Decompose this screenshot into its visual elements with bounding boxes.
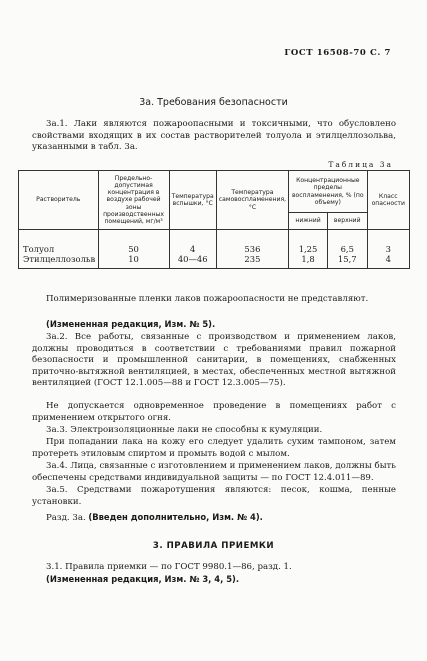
- section-reference: [32, 512, 396, 525]
- page-header: ГОСТ 16508-70 С. 7: [284, 48, 391, 58]
- cell-hazard: 4: [367, 254, 409, 269]
- paragraph-3a5: 3а.5. Средствами пожаротушения являются: песок, кошма, пенные установки.: [32, 485, 396, 507]
- header-upper: верхний: [327, 213, 367, 230]
- cell-name: Этилцеллозольв: [19, 254, 99, 269]
- section-title: 3а. Требования безопасности: [139, 97, 288, 108]
- paragraph-3a1: 3а.1. Лаки являются пожароопасными и токсичными, что обусловлено свойствами входящих в их состав растворителей толуола и этилцеллозольва, указанными в табл. 3а.: [32, 119, 396, 153]
- paragraph-3a4: 3а.4. Лица, связанные с изготовлением и применением лаков, должны быть обеспечены средствами индивидуальной защиты — по ГОСТ 12.4.011—89.: [32, 461, 396, 483]
- header-mac: Предельно-допустимая концентрация в воздухе рабочей зоны производственных помещений, мг/м³: [98, 171, 169, 230]
- table-row: [19, 244, 410, 254]
- paragraph-no-fire: Не допускается одновременное проведение в помещениях работ с применением открытого огня.: [32, 401, 396, 423]
- solvent-properties-table: [18, 170, 410, 269]
- header-solvent: Растворитель: [19, 171, 99, 230]
- header-autoignition: Температура самовоспламенения, °С: [216, 171, 288, 230]
- cell-lower: 1,8: [289, 254, 328, 269]
- header-lower: нижний: [289, 213, 328, 230]
- chapter-title: 3. ПРАВИЛА ПРИЕМКИ: [152, 541, 275, 551]
- cell-name: Толуол: [19, 244, 99, 254]
- section-reference-note: (Введен дополнительно, Изм. № 4).: [88, 512, 263, 522]
- cell-autoign: 235: [216, 254, 288, 269]
- cell-upper: 6,5: [327, 244, 367, 254]
- cell-upper: 15,7: [327, 254, 367, 269]
- header-flash-point: Температура вспышки, °С: [169, 171, 216, 230]
- paragraph-3a2: 3а.2. Все работы, связанные с производством и применением лаков, должны проводиться в соответствии с требованиями правил пожарной безопасности и промышленной санитарии, в помещениях, снабженных приточно-вытяжной вентиляцией, в местах, обеспеченных местной вытяжной вентиляцией (ГОСТ 12.1.005—88 и ГОСТ 12.3.005—75).: [32, 332, 396, 389]
- table-caption: Таблица 3а: [328, 160, 393, 169]
- paragraph-films: Полимеризованные пленки лаков пожароопасности не представляют.: [46, 294, 369, 304]
- cell-mac: 10: [98, 254, 169, 269]
- table-row: [19, 254, 410, 269]
- cell-lower: 1,25: [289, 244, 328, 254]
- edit-note-345: (Измененная редакция, Изм. № 3, 4, 5).: [46, 574, 240, 584]
- cell-autoign: 536: [216, 244, 288, 254]
- paragraph-3a3: 3а.3. Электроизоляционные лаки не способны к кумуляции.: [46, 425, 323, 435]
- cell-flash: 40—46: [169, 254, 216, 269]
- cell-flash: 4: [169, 244, 216, 254]
- cell-mac: 50: [98, 244, 169, 254]
- header-hazard-class: Класс опасности: [367, 171, 409, 230]
- edit-note-5: (Измененная редакция, Изм. № 5).: [46, 319, 216, 329]
- section-reference-label: Разд. 3а.: [46, 513, 86, 523]
- header-concentration-limits: Концентрационные пределы воспламенения, % (по объему): [289, 171, 367, 213]
- paragraph-3-1: 3.1. Правила приемки — по ГОСТ 9980.1—86, разд. 1.: [46, 562, 292, 572]
- paragraph-skin: При попадании лака на кожу его следует удалить сухим тампоном, затем протереть этиловым спиртом и промыть водой с мылом.: [32, 437, 396, 459]
- cell-hazard: 3: [367, 244, 409, 254]
